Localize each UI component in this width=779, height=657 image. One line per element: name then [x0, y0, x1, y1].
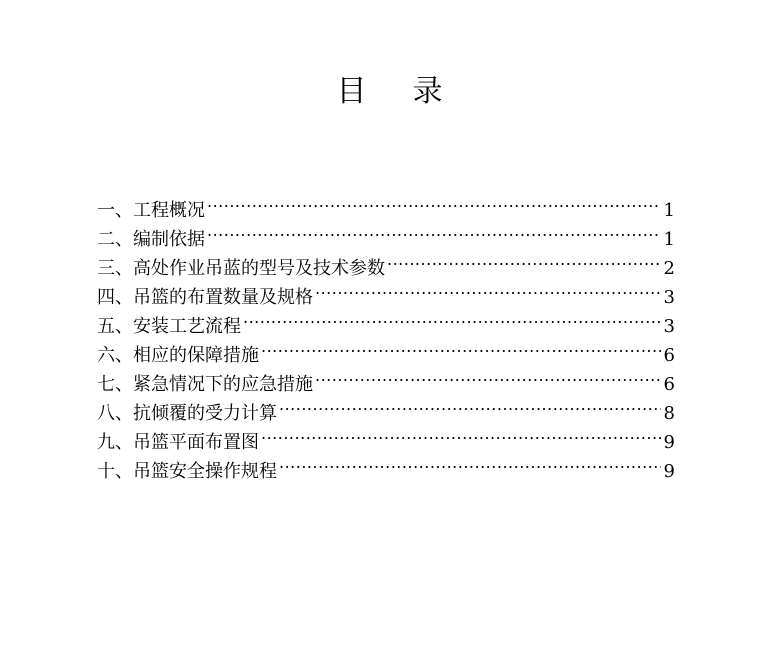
toc-dot-leader [279, 448, 661, 477]
toc-dot-leader [315, 361, 661, 390]
toc-entry-label: 吊篮安全操作规程 [133, 461, 277, 482]
toc-entry-label: 高处作业吊蓝的型号及技术参数 [133, 258, 385, 279]
toc-entry-label: 安装工艺流程 [133, 316, 241, 337]
toc-entry-label: 工程概况 [133, 200, 205, 221]
toc-entry-label: 相应的保障措施 [133, 345, 259, 366]
toc-dot-leader [207, 216, 661, 245]
toc-entry-label: 编制依据 [133, 229, 205, 250]
toc-entry-label: 吊篮的布置数量及规格 [133, 287, 313, 308]
toc-title-char-1: 目 [336, 74, 367, 109]
toc-entry-number: 七、 [97, 374, 133, 395]
toc-dot-leader [387, 245, 661, 274]
toc-dot-leader [279, 390, 661, 419]
toc-entry-number: 六、 [97, 345, 133, 366]
toc-entry-label: 抗倾覆的受力计算 [133, 403, 277, 424]
toc-entry-number: 八、 [97, 403, 133, 424]
toc-entry-page: 6 [663, 374, 675, 395]
toc-dot-leader [207, 187, 661, 216]
toc-entry-number: 一、 [97, 200, 133, 221]
toc-dot-leader [261, 332, 661, 361]
toc-entry-page: 2 [663, 258, 675, 279]
table-of-contents [97, 187, 675, 482]
toc-entry-page: 3 [663, 287, 675, 308]
toc-entry-number: 十、 [97, 461, 133, 482]
toc-dot-leader [315, 274, 661, 303]
toc-title-char-2: 录 [412, 74, 443, 109]
toc-entry-page: 6 [663, 345, 675, 366]
toc-entry-page: 1 [663, 200, 675, 221]
toc-entry-number: 九、 [97, 432, 133, 453]
toc-entry-1[interactable] [97, 187, 675, 221]
toc-entry-page: 3 [663, 316, 675, 337]
toc-entry-number: 五、 [97, 316, 133, 337]
toc-entry-page: 8 [663, 403, 675, 424]
toc-title [0, 72, 779, 112]
toc-entry-number: 二、 [97, 229, 133, 250]
toc-entry-number: 三、 [97, 258, 133, 279]
toc-entry-label: 紧急情况下的应急措施 [133, 374, 313, 395]
toc-entry-page: 9 [663, 461, 675, 482]
toc-entry-label: 吊篮平面布置图 [133, 432, 259, 453]
toc-entry-page: 1 [663, 229, 675, 250]
toc-dot-leader [261, 419, 661, 448]
toc-dot-leader [243, 303, 661, 332]
toc-entry-page: 9 [663, 432, 675, 453]
toc-entry-number: 四、 [97, 287, 133, 308]
